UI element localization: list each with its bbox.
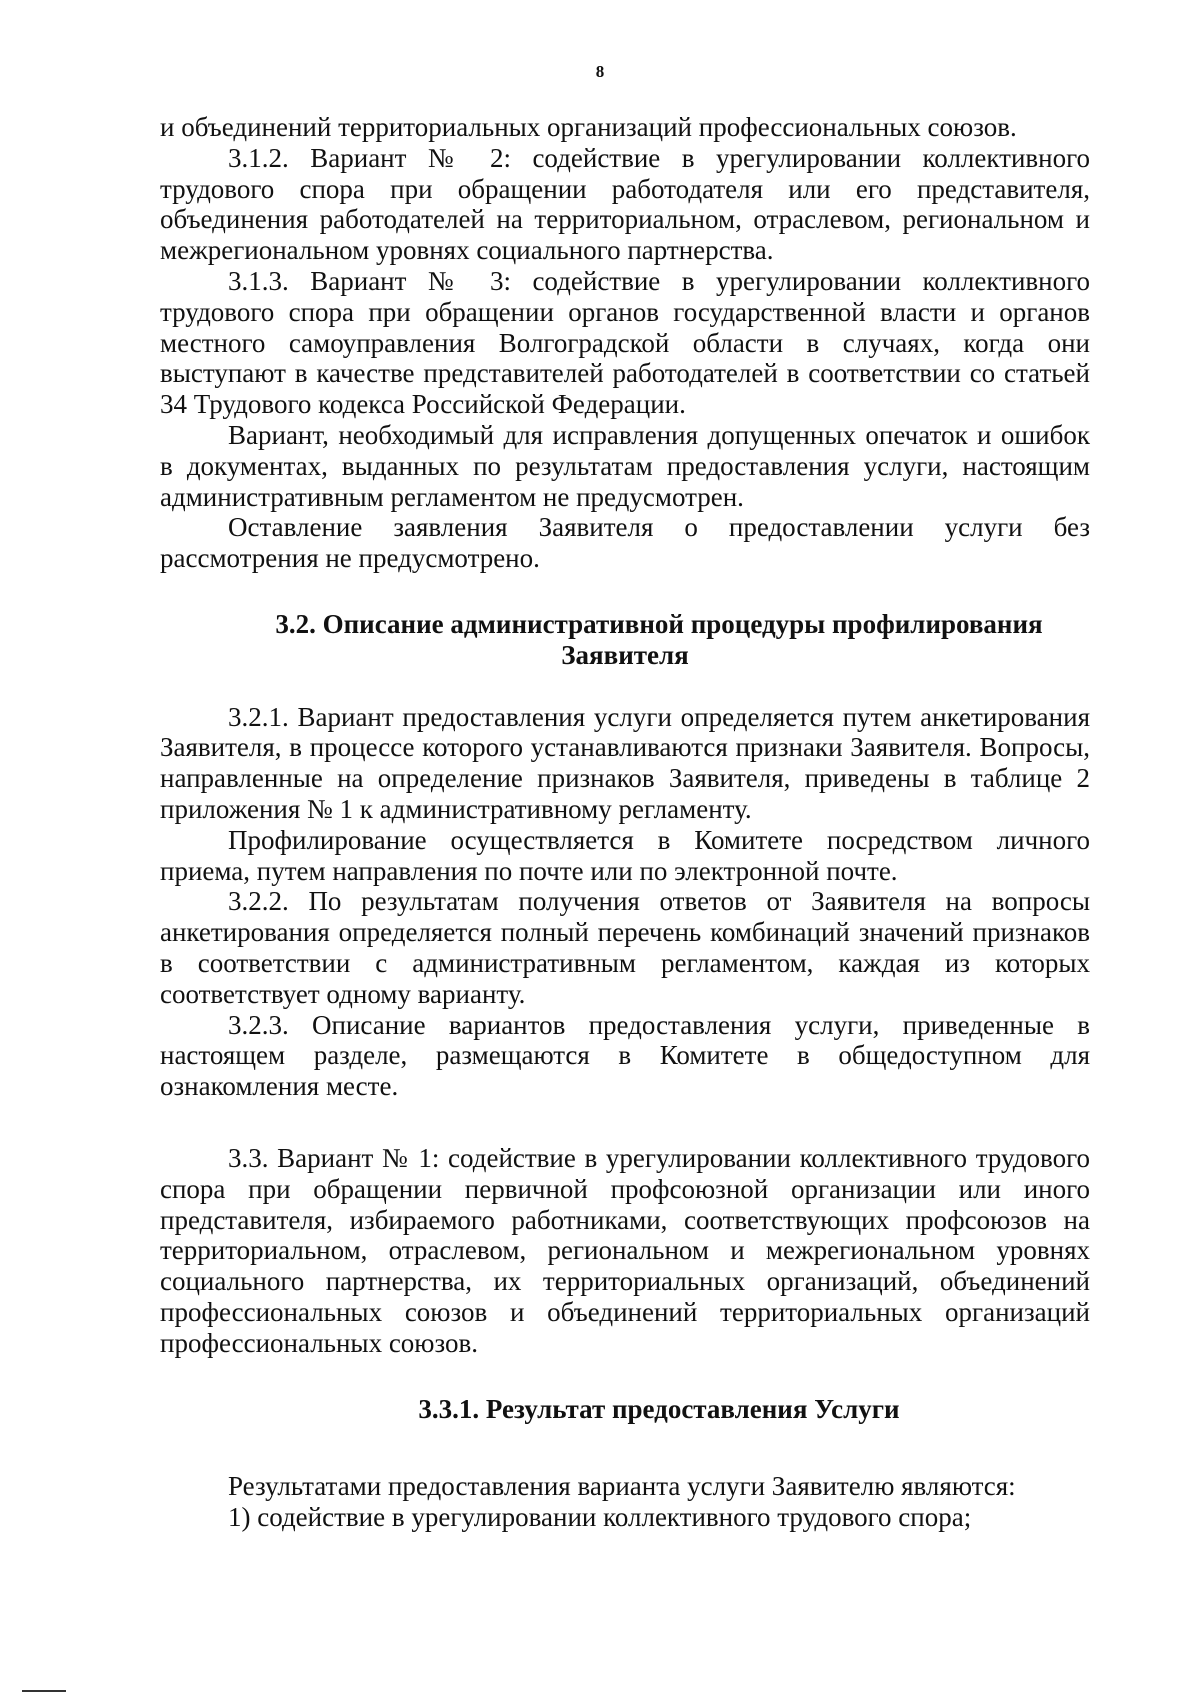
- paragraph-results-intro: Результатами предоставления варианта услуги Заявителю являются:: [228, 1471, 1016, 1502]
- paragraph-3-2-3: 3.2.3. Описание вариантов предоставления услуги, приведенные в настоящем разделе, размещаются в Комитете в общедоступном для ознакомления месте.: [160, 1009, 1090, 1102]
- section-heading-3-3-1: 3.3.1. Результат предоставления Услуги: [418, 1394, 900, 1425]
- paragraph-3-2-1: 3.2.1. Вариант предоставления услуги определяется путем анкетирования Заявителя, в процессе которого устанавливаются признаки Заявителя. Вопросы, направленные на определение признаков Заявителя, приведены в таблице 2 приложения № 1 к административному регламенту.: [160, 701, 1090, 824]
- document-body: [160, 112, 1090, 1533]
- page-number: 8: [595, 62, 605, 81]
- paragraph-3-1-2: 3.1.2. Вариант № 2: содействие в урегулировании коллективного трудового спора при обращении работодателя или его представителя, объединения работодателей на территориальном, отраслевом, региональном и межрегиональном уровнях социального партнерства.: [160, 142, 1090, 266]
- paragraph-correction-variant: Вариант, необходимый для исправления допущенных опечаток и ошибок в документах, выданных по результатам предоставления услуги, настоящим административным регламентом не предусмотрен.: [160, 419, 1090, 512]
- paragraph-no-consideration: Оставление заявления Заявителя о предоставлении услуги без рассмотрения не предусмотрено.: [160, 512, 1090, 574]
- scan-edge-mark: [22, 1690, 66, 1692]
- paragraph-3-2-2: 3.2.2. По результатам получения ответов от Заявителя на вопросы анкетирования определяется полный перечень комбинаций значений признаков в соответствии с административным регламентом, каждая из которых соответствует одному варианту.: [160, 886, 1090, 1009]
- paragraph-profiling: Профилирование осуществляется в Комитете посредством личного приема, путем направления по почте или по электронной почте.: [160, 824, 1090, 886]
- paragraph-3-3: 3.3. Вариант № 1: содействие в урегулировании коллективного трудового спора при обращении первичной профсоюзной организации или иного представителя, избираемого работниками, соответствующих профсоюзов на территориальном, отраслевом, региональном и межрегиональном уровнях социального партнерства, их территориальных организаций, объединений профессиональных союзов и объединений территориальных организаций профессиональных союзов.: [160, 1142, 1090, 1358]
- paragraph-continuation: и объединений территориальных организаций профессиональных союзов.: [160, 112, 1017, 142]
- list-item-1: 1) содействие в урегулировании коллективного трудового спора;: [228, 1502, 972, 1533]
- paragraph-3-1-3: 3.1.3. Вариант № 3: содействие в урегулировании коллективного трудового спора при обращении органов государственной власти и органов местного самоуправления Волгоградской области в случаях, когда они выступают в качестве представителей работодателей в соответствии со статьей 34 Трудового кодекса Российской Федерации.: [160, 265, 1090, 420]
- section-heading-3-2: 3.2. Описание административной процедуры профилирования Заявителя: [275, 608, 1043, 670]
